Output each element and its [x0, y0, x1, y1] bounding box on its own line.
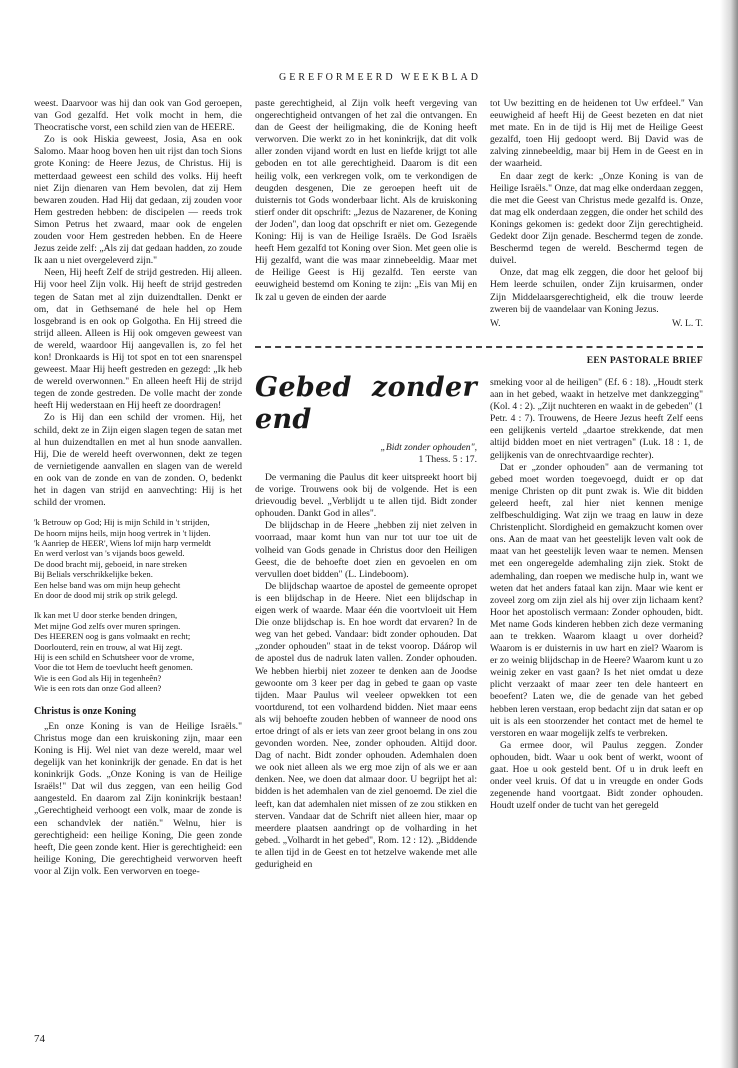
masthead: GEREFORMEERD WEEKBLAD: [279, 72, 481, 83]
paragraph: Onze, dat mag elk zeggen, die door het geloof bij Hem leerde schuilen, onder Zijn kruisarmen, onder Zijn Middelaarsgerechtigheid, elk die trouw leerde zweren bij de vaandelaar van Koning Jezus.: [490, 267, 703, 315]
column-2-top: [255, 98, 477, 304]
verse-line: De dood bracht mij, geboeid, in nare streken: [34, 558, 187, 569]
column-1: [34, 98, 242, 878]
paragraph: paste gerechtigheid, al Zijn volk heeft vergeving van ongerechtigheid ontvangen of het zal die ontvangen. En dan de Geest der heiligmaking, die de Koning heeft verworven. Die werkt zo in het koninkrijk, dat dit volk aller zonden vijand wordt en lust en liefde krijgt tot alle geboden en tot alle gerechtigheid. Daarom is dit een heilig volk, een verkregen volk, om te verkondigen de deugden desgenen, Die ze geroepen heeft uit de duisternis tot Gods wonderbaar licht. Als de kruiskoning stierf onder dit opschrift: „Jezus de Nazarener, de Koning der Joden", dan loog dat opschrift er niet om. Gezegende Koning: Hij is van de Heilige Israëls. De God Israëls heeft Hem gezalfd tot Koning over Sion. Met geen olie is Hij gezalfd, want die was maar zinnebeeldig. Maar met de Heilige Geest is Hij gezalfd. Ten eerste van eeuwigheid bestemd om Koning te zijn: „Eis van Mij en Ik zal u geven de einden der aarde: [255, 98, 477, 303]
psalm-verse-1: [34, 517, 242, 600]
verse-line: Voor die tot Hem de toevlucht heeft genomen.: [34, 662, 193, 673]
verse-line: Wie is een rots dan onze God alleen?: [34, 683, 162, 694]
paragraph: Neen, Hij heeft Zelf de strijd gestreden. Hij alleen. Hij voor heel Zijn volk. Hij heeft de strijd gestreden tegen de Satan met al zijn duizendtallen. Denkt er om, dat in Gethsemané de hele hel op Hem losgebrand is en ook op Golgotha. En Hij streed die strijd alleen. Alleen is Hij ook omgeven geweest van de wereld, waardoor Hij aangevallen is, zo fel het kon! Dronkaards is Hij tot spot en tot een snarenspel geweest. Maar Hij heeft gestreden en gezegd: „Ik heb de wereld overwonnen." En alleen heeft Hij de strijd tegen de zonde gestreden. De volle macht der zonde heeft Hij wederstaan en Hij heeft ze doordragen!: [34, 267, 242, 412]
article-right-column: [490, 377, 703, 812]
page-edge-shadow: [720, 0, 738, 1068]
motto-quote: „Bidt zonder ophouden",: [380, 442, 477, 453]
paragraph: Zo is ook Hiskia geweest, Josia, Asa en ook Salomo. Maar hoog boven hen uit rijst dan toch Sions grote Koning: de Heere Jezus, de Christus. Hij is metterdaad geweest een schild des volks. Hij heeft niet Zijn dienaren van Hem bevolen, dat zij Hem bewaren zouden. Had Hij dat gedaan, zij zouden voor Hem gestreden hebben: de discipelen — reeds trok Simon Petrus het zwaard, maar ook de engelen zouden voor Hem gestreden hebben. En de Heere Jezus zeide zelf: „Als zij dat gedaan hadden, zo zoude Ik aan u niet overgeleverd zijn.": [34, 134, 242, 267]
verse-line: Ik kan met U door sterke benden dringen,: [34, 610, 178, 621]
motto-reference: 1 Thess. 5 : 17.: [418, 454, 477, 465]
paragraph: weest. Daarvoor was hij dan ook van God geroepen, van God gezalfd. Het volk mocht in hem, die Theocratische vorst, een schild zien van de HEERE.: [34, 98, 242, 134]
article-title: Gebed zonder end: [255, 372, 477, 435]
article-left-column: [255, 372, 477, 871]
article-motto: [255, 442, 477, 466]
verse-line: 'k Aanriep de HEER', Wiens lof mijn harp vermeldt: [34, 538, 212, 548]
section-label: EEN PASTORALE BRIEF: [586, 356, 703, 366]
signature-right: W. L. T.: [671, 317, 703, 329]
paragraph: „En onze Koning is van de Heilige Israëls." Christus moge dan een kruiskoning zijn, maar een Koning is Hij. Wel niet van deze wereld, maar wel degelijk van het koninkrijk der genade. En dat is het koninkrijk Gods. „Onze Koning is van de Heilige Israëls!" Dat wil dus zeggen, van een heilig God aangesteld. En daarom zal Zijn koninkrijk bestaan! „Gerechtigheid verhoogt een volk, maar de zonde is een schandvlek der natiën." Welnu, hier is gerechtigheid: een heilige Koning, Die geen zonde heeft, Die geen zonde kent. Hier is gerechtigheid: een heilige Koning, Die gerechtigheid verworven heeft voor al Zijn volk. Een verworven en toege-: [34, 720, 242, 877]
signature-left: W.: [490, 317, 501, 329]
verse-line: Met mijne God zelfs over muren springen.: [34, 620, 181, 631]
psalm-verse-2: [34, 610, 242, 693]
verse-line: Doorlouterd, rein en trouw, al wat Hij zegt.: [34, 641, 183, 652]
column-3-top: [490, 98, 703, 330]
paragraph: tot Uw bezitting en de heidenen tot Uw erfdeel." Van eeuwigheid af heeft Hij de Geest bezeten en dat niet met mate. En in de tijd is Hij met de Heilige Geest gezalfd, toen Hij gedoopt werd. Bij David was de zalving zinnebeeldig, maar bij Hem in de Geest en in der waarheid.: [490, 98, 703, 170]
section-heading: Christus is onze Koning: [34, 705, 136, 717]
verse-line: Wie is een God als Hij in tegenheên?: [34, 672, 162, 683]
paragraph: De blijdschap in de Heere „hebben zij niet zelven in voorraad, maar komt hun van nur tot uur toe uit de volheid van Gods genade in Christus door den Heiligen Geest, die de behoefte doet zien en gevoelen en om vervullen doet bidden" (L. Lindeboom).: [255, 520, 477, 580]
section-divider: [255, 346, 703, 348]
verse-line: Hij is een schild en Schutsheer voor de vrome,: [34, 652, 195, 663]
verse-line: De hoorn mijns heils, mijn hoog vertrek in 't lijden.: [34, 527, 211, 538]
verse-line: Bij Belials verschrikkelijke beken.: [34, 569, 153, 580]
page-number: 74: [34, 1033, 45, 1045]
paragraph: En daar zegt de kerk: „Onze Koning is van de Heilige Israëls." Onze, dat mag elke onderdaan zeggen, die met die Geest van Christus mede gezalfd is. Onze, dat mag elk onderdaan zeggen, die onder het schild des Konings gekomen is: gedekt door Zijn gerechtigheid. Gedekt door Zijn genade. Beschermd tegen de zonde. Beschermd tegen de wereld. Beschermd tegen de duivel.: [490, 170, 703, 267]
paragraph: Dat er „zonder ophouden" aan de vermaning tot gebed moet worden toegevoegd, duidt er op dat menige Christen op dit punt zwak is. Wie dit bidden geleerd heeft, zal hier niet kennen menige zelfbeschuldiging. Wat zijn we traag en lauw in deze Christenplicht. Slordigheid en gemakzucht komen over ons. Aan de maat van het geestelijk leven valt ook de maat van het geestelijk leven waar te nemen. Mensen met een ongeregelde ademhaling zijn ziek. Stokt de ademhaling, dan roepen we medische hulp in, want we weten dat het anders fataal kan zijn. Maar wie kent er zoveel zorg om zijn ziel als hij over zijn lichaam kent? Hoor het apostolisch vermaan: Zonder ophouden, bidt. Met name Gods kinderen hebben zich deze vermaning aan te trekken. Waarom klaagt u over dorheid? Waarom is er duisternis in uw hart en ziel? Waarom is er zo weinig blijdschap in de Heere? Waarom kunt u zo weinig zeker en vast gaan? Is het niet omdat u deze plicht verzaakt of maar zeer ten dele hanteert en beoefent? Laten we, die de genade van het gebed hebben leren verstaan, erop bedacht zijn dat satan er op uit is als een stoorzender het contact met de hemel te verstoren en waar mogelijk zelfs te verbreken.: [490, 461, 703, 739]
paragraph: De vermaning die Paulus dit keer uitspreekt hoort bij de vorige. Trouwens ook bij de volgende. Het is een drievoudig bevel. „Verblijdt u te allen tijd. Bidt zonder ophouden. Dankt God in alles".: [255, 472, 477, 520]
verse-line: En door de dood mij strik op strik gelegd.: [34, 590, 178, 601]
verse-line: 'k Betrouw op God; Hij is mijn Schild in 't strijden,: [34, 517, 210, 528]
paragraph: Zo is Hij dan een schild der vromen. Hij, het schild, dekt ze in Zijn eigen slagen tegen de satan met al hun duizendtallen en met al hun snode aanvallen. Hij, Die de wereld heeft overwonnen, dekt ze tegen de vernietigende aanvallen en slagen van de wereld en ook van de zonde en van de zonden. O, bedenkt het in dagen van strijd en aanvechting: Hij is het schild der vromen.: [34, 412, 242, 509]
paragraph: De blijdschap waartoe de apostel de gemeente opropet is een blijdschap in de Heere. Niet een blijdschap in eigen werk of waarde. Maar één die voortvloeit uit Hem Die onze blijdschap is. En hoe wordt dat ervaren? In de weg van het gebed. Vandaar: bidt zonder ophouden. Dat „zonder ophouden" staat in de tekst voorop. Dáárop wil de apostel dus de nadruk laten vallen. Zonder ophouden. We hebben hierbij niet zozeer te denken aan de Joodse gewoonte om 3 keer per dag in gebed te gaan op vaste tijden. Maar Paulus wil veeleer opwekken tot een voortdurend, tot een volhardend bidden. Niet maar eens als wij behoefte zouden hebben of wanneer de nood ons ertoe dringt of als er iets van zeer groot belang in ons zou gevonden worden. Nee, zonder ophouden. Altijd door. Dag of nacht. Bidt zonder ophouden. Ademhalen doen we ook niet alleen als we erg moe zijn of als we er aan denken. Nee, we doen dat almaar door. U begrijpt het al: bidden is het ademhalen van de ziel genoemd. De ziel die leeft, kan dat ademhalen niet missen of ze zou stikken en sterven. Vandaar dat de Schrift niet alleen hier, maar op meerdere plaatsen aandringt op de volharding in het gebed. „Volhardt in het gebed", Rom. 12 : 12). „Biddende te allen tijd in de Geest en tot hetzelve wakende met alle gedurigheid en: [255, 580, 477, 870]
verse-line: Des HEEREN oog is gans volmaakt en recht;: [34, 631, 191, 642]
paragraph: Ga ermee door, wil Paulus zeggen. Zonder ophouden, bidt. Waar u ook bent of werkt, woont of gaat. Hoe u ook gesteld bent. Of u in druk leeft en onder veel kruis. Of dat u in vreugde en onder Gods zegenende hand voortgaat. Bidt zonder ophouden. Houdt uzelf onder de tucht van het geregeld: [490, 739, 703, 812]
verse-line: En werd verlost van 's vijands boos geweld.: [34, 548, 185, 559]
verse-line: Een helse band was om mijn heup gehecht: [34, 579, 181, 590]
signature: [490, 318, 703, 330]
paragraph: smeking voor al de heiligen" (Ef. 6 : 18). „Houdt sterk aan in het gebed, waakt in hetzelve met dankzegging" (Kol. 4 : 2). „Zijt nuchteren en waakt in de gebeden" (1 Petr. 4 : 7). Trouwens, de Heere Jezus heeft Zelf eens een gelijkenis verteld „daartoe strekkende, dat men altijd bidden moet en niet vertragen" (Luk. 18 : 1, de gelijkenis van de onrechtvaardige rechter).: [490, 377, 703, 461]
